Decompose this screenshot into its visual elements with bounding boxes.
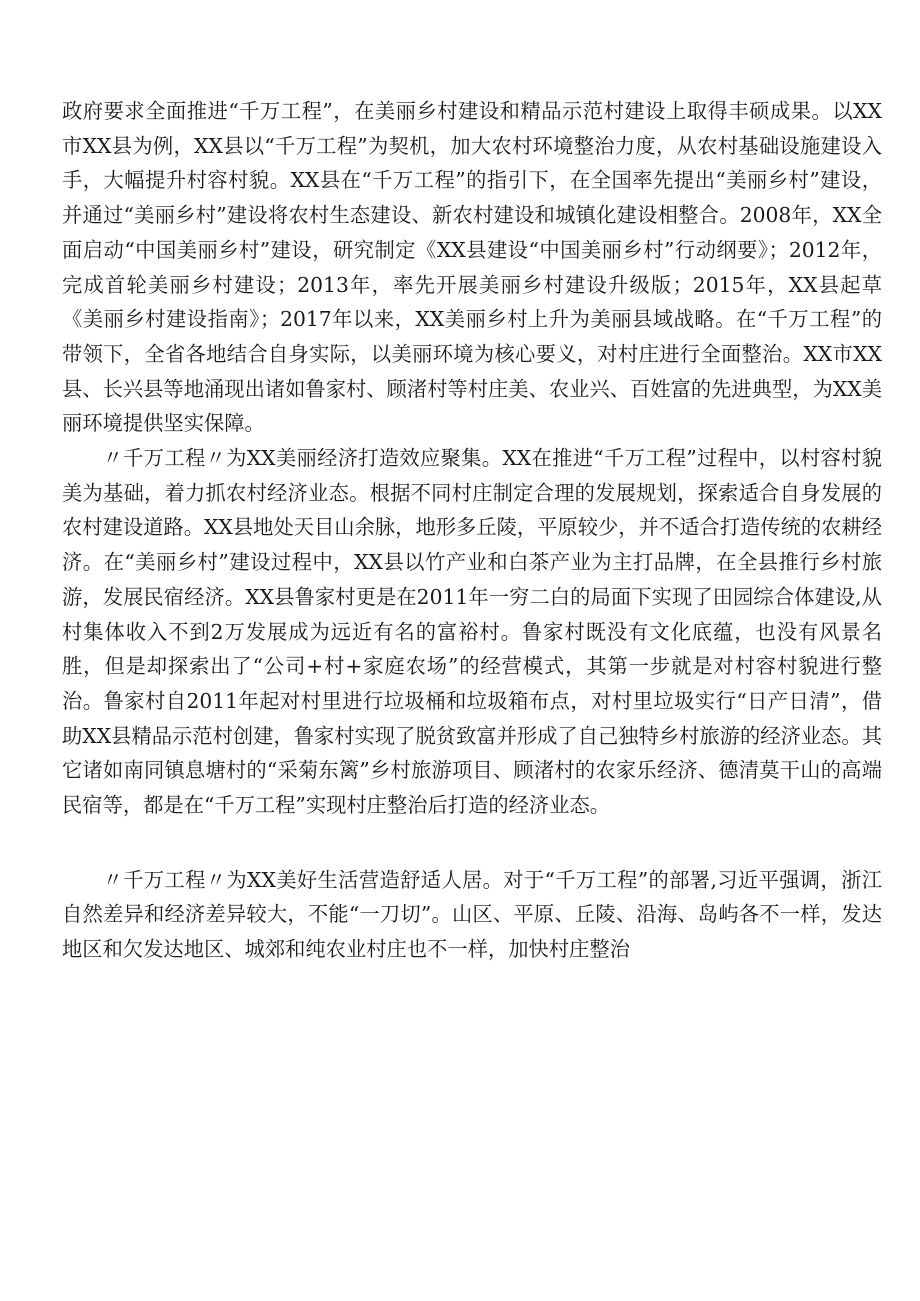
paragraph-environment-improvement: 政府要求全面推进“千万工程”，在美丽乡村建设和精品示范村建设上取得丰硕成果。以XX市XX县为例，XX县以“千万工程”为契机，加大农村环境整治力度，从农村基础设施建设入手，大幅提升村容村貌。XX县在“千万工程”的指引下，在全国率先提出“美丽乡村”建设，并通过“美丽乡村”建设将农村生态建设、新农村建设和城镇化建设相整合。2008年，XX全面启动“中国美丽乡村”建设，研究制定《XX县建设“中国美丽乡村”行动纲要》；2012年，完成首轮美丽乡村建设；2013年，率先开展美丽乡村建设升级版；2015年，XX县起草《美丽乡村建设指南》；2017年以来，XX美丽乡村上升为美丽县域战略。在“千万工程”的带领下，全省各地结合自身实际，以美丽环境为核心要义，对村庄进行全面整治。XX市XX县、长兴县等地涌现出诸如鲁家村、顾渚村等村庄美、农业兴、百姓富的先进典型，为XX美丽环境提供坚实保障。 <box>62 99 882 436</box>
paragraph-beautiful-economy: 〃千万工程〃为XX美丽经济打造效应聚集。XX在推进“千万工程”过程中，以村容村貌美为基础，着力抓农村经济业态。根据不同村庄制定合理的发展规划，探索适合自身发展的农村建设道路。XX县地处天目山余脉，地形多丘陵，平原较少，并不适合打造传统的农耕经济。在“美丽乡村”建设过程中，XX县以竹产业和白茶产业为主打品牌，在全县推行乡村旅游，发展民宿经济。XX县鲁家村更是在2011年一穷二白的局面下实现了田园综合体建设,从村集体收入不到2万发展成为远近有名的富裕村。鲁家村既没有文化底蕴，也没有风景名胜，但是却探索出了“公司+村+家庭农场”的经营模式，其第一步就是对村容村貌进行整治。鲁家村自2011年起对村里进行垃圾桶和垃圾箱布点，对村里垃圾实行“日产日清”，借助XX县精品示范村创建，鲁家村实现了脱贫致富并形成了自己独特乡村旅游的经济业态。其它诸如南同镇息塘村的“采菊东篱”乡村旅游项目、顾渚村的农家乐经济、德清莫干山的高端民宿等，都是在“千万工程”实现村庄整治后打造的经济业态。 <box>62 446 882 818</box>
paragraph-comfortable-living: 〃千万工程〃为XX美好生活营造舒适人居。对于“千万工程”的部署,习近平强调，浙江自然差异和经济差异较大，不能“一刀切”。山区、平原、丘陵、沿海、岛屿各不一样，发达地区和欠发达地区、城郊和纯农业村庄也不一样，加快村庄整治 <box>62 867 882 962</box>
document-page <box>62 94 882 967</box>
